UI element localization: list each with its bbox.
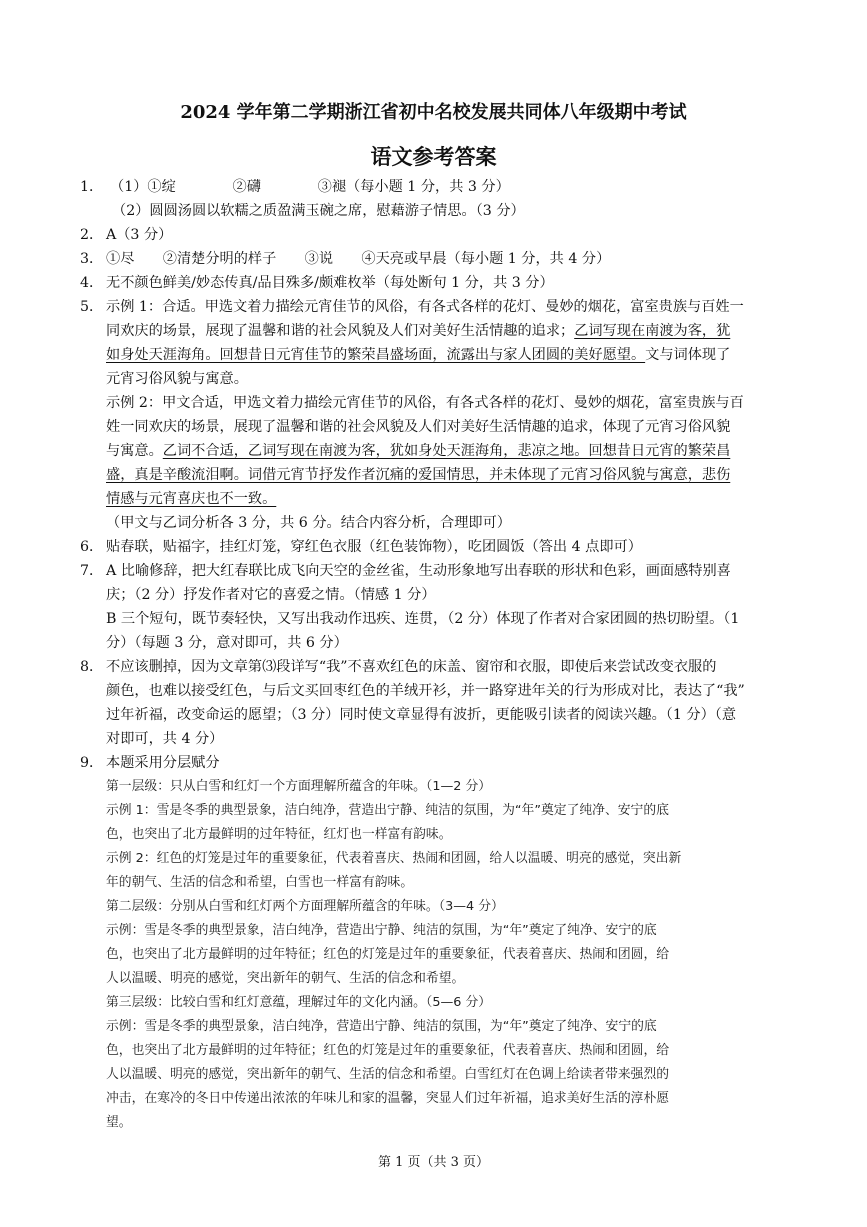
q4-answer: 无不颜色鲜美/妙态传真/品目殊多/颇难枚举（每处断句 1 分，共 3 分） [106, 275, 554, 291]
q6-answer: 贴春联，贴福字，挂红灯笼，穿红色衣服（红色装饰物），吃团圆饭（答出 4 点即可） [106, 539, 642, 555]
question-number-1: 1． [80, 179, 104, 195]
q9-example-line: 示例：雪是冬季的典型景象，洁白纯净，营造出宁静、纯洁的氛围，为“年”奠定了纯净、安宁的底 [106, 1019, 657, 1034]
q5-example-line: 盛，真是辛酸流泪啊。词借元宵节抒发作者沉痛的爱国情思，并未体现了元宵习俗风貌与寓意，悲伤 [106, 467, 731, 483]
q9-example-line: 色，也突出了北方最鲜明的过年特征；红色的灯笼是过年的重要象征，代表着喜庆、热闹和团圆，给 [106, 1043, 670, 1058]
q8-answer-line: 颜色，也难以接受红色，与后文买回枣红色的羊绒开衫，并一路穿进年关的行为形成对比，表达了“我” [106, 683, 745, 699]
q8-answer-line: 对即可，共 4 分） [106, 731, 224, 747]
q1-answer-line: （2）圆圆汤圆以软糯之质盈满玉碗之席，慰藉游子情思。（3 分） [112, 203, 525, 219]
q9-example-line: 望。 [106, 1115, 132, 1130]
question-number-7: 7． [80, 563, 104, 579]
q5-example-line: 同欢庆的场景，展现了温馨和谐的社会风貌及人们对美好生活情趣的追求；乙词写现在南渡为客，犹 [106, 323, 731, 339]
q9-example-line: 年的朝气、生活的信念和希望，白雪也一样富有韵味。 [106, 875, 414, 890]
q5-example-line: 元宵习俗风貌与寓意。 [106, 371, 248, 387]
q8-answer-line: 过年祈福，改变命运的愿望；（3 分）同时使文章显得有波折，更能吸引读者的阅读兴趣。（1 分）（意 [106, 707, 737, 723]
q2-answer: A（3 分） [106, 227, 173, 243]
q7-answer-line: 庆；（2 分）抒发作者对它的喜爱之情。（情感 1 分） [106, 587, 436, 603]
question-number-5: 5． [80, 299, 104, 315]
q5-example-line: 示例 1：合适。甲选文着力描绘元宵佳节的风俗，有各式各样的花灯、曼妙的烟花，富室贵族与百姓一 [106, 299, 744, 315]
exam-title: 2024 学年第二学期浙江省初中名校发展共同体八年级期中考试 [180, 102, 687, 123]
question-number-2: 2． [80, 227, 104, 243]
q8-answer-line: 不应该删掉，因为文章第⑶段详写“我”不喜欢红色的床盖、窗帘和衣服，即使后来尝试改变衣服的 [106, 659, 717, 675]
question-number-9: 9． [80, 755, 104, 771]
q9-example-line: 色，也突出了北方最鲜明的过年特征，红灯也一样富有韵味。 [106, 827, 452, 842]
q9-example-line: 色，也突出了北方最鲜明的过年特征；红色的灯笼是过年的重要象征，代表着喜庆、热闹和团圆，给 [106, 947, 670, 962]
q9-example-line: 示例：雪是冬季的典型景象，洁白纯净，营造出宁静、纯洁的氛围，为“年”奠定了纯净、安宁的底 [106, 923, 657, 938]
question-number-8: 8． [80, 659, 104, 675]
q9-heading: 本题采用分层赋分 [106, 755, 220, 771]
q5-example-line: 示例 2：甲文合适，甲选文着力描绘元宵佳节的风俗，有各式各样的花灯、曼妙的烟花，富室贵族与百 [106, 395, 744, 411]
q9-example-line: 人以温暖、明亮的感觉，突出新年的朝气、生活的信念和希望。白雪红灯在色调上给读者带来强烈的 [106, 1067, 670, 1082]
question-number-3: 3． [80, 251, 104, 267]
question-number-6: 6． [80, 539, 104, 555]
q9-example-line: 人以温暖、明亮的感觉，突出新年的朝气、生活的信念和希望。 [106, 971, 465, 986]
q9-example-line: 示例 2：红色的灯笼是过年的重要象征，代表着喜庆、热闹和团圆，给人以温暖、明亮的感觉，突出新 [106, 851, 682, 866]
q1-answer-line: （1）①绽 ②礴 ③褪（每小题 1 分，共 3 分） [110, 179, 510, 195]
q5-example-line: 姓一同欢庆的场景，展现了温馨和谐的社会风貌及人们对美好生活情趣的追求，体现了元宵习俗风貌 [106, 419, 731, 435]
q5-example-line: 如身处天涯海角。回想昔日元宵佳节的繁荣昌盛场面，流露出与家人团圆的美好愿望。文与词体现了 [106, 347, 731, 363]
q7-answer-line: A 比喻修辞，把大红春联比成飞向天空的金丝雀，生动形象地写出春联的形状和色彩，画面感特别喜 [106, 563, 731, 579]
q9-level-1: 第一层级：只从白雪和红灯一个方面理解所蕴含的年味。（1—2 分） [106, 779, 492, 794]
q7-answer-line: 分）（每题 3 分，意对即可，共 6 分） [106, 635, 348, 651]
q9-level-3: 第三层级：比较白雪和红灯意蕴，理解过年的文化内涵。（5—6 分） [106, 995, 492, 1010]
q9-example-line: 示例 1：雪是冬季的典型景象，洁白纯净，营造出宁静、纯洁的氛围，为“年”奠定了纯净、安宁的底 [106, 803, 669, 818]
q3-answer: ①尽 ②清楚分明的样子 ③说 ④天亮或早晨（每小题 1 分，共 4 分） [106, 251, 611, 267]
q5-example-line: 情感与元宵喜庆也不一致。 [106, 491, 277, 507]
q5-example-line: 与寓意。乙词不合适，乙词写现在南渡为客，犹如身处天涯海角，悲凉之地。回想昔日元宵的繁荣昌 [106, 443, 731, 459]
q9-level-2: 第二层级：分别从白雪和红灯两个方面理解所蕴含的年味。（3—4 分） [106, 899, 504, 914]
question-number-4: 4． [80, 275, 104, 291]
q9-example-line: 冲击，在寒冷的冬日中传递出浓浓的年味儿和家的温馨，突显人们过年祈福，追求美好生活的淳朴愿 [106, 1091, 670, 1106]
page-footer: 第 1 页（共 3 页） [377, 1155, 490, 1170]
q5-scoring-note: （甲文与乙词分析各 3 分，共 6 分。结合内容分析，合理即可） [106, 515, 511, 531]
document-subtitle: 语文参考答案 [370, 144, 497, 169]
q7-answer-line: B 三个短句，既节奏轻快，又写出我动作迅疾、连贯，（2 分）体现了作者对合家团圆的热切盼望。（1 [106, 611, 740, 627]
